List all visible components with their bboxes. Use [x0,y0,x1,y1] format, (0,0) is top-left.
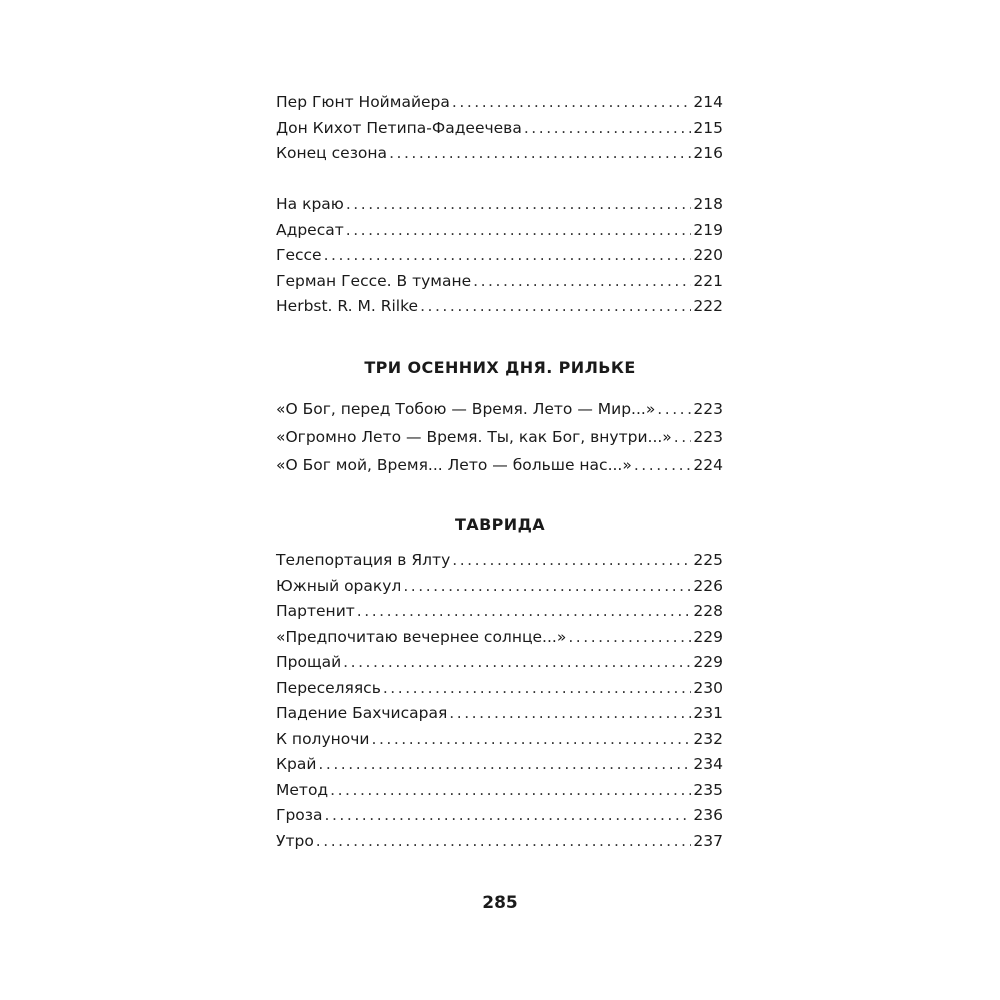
toc-entry-page: 235 [693,780,723,799]
toc-entry[interactable] [276,625,723,651]
toc-entry-title: Край [276,755,317,773]
toc-entry-page: 234 [693,755,723,773]
toc-entry-title: Адресат [276,220,344,239]
dot-leader [674,423,692,451]
toc-entry[interactable] [276,395,723,423]
toc-entry-title: Партенит [276,602,355,620]
toc-entry-title: Прощай [276,653,342,671]
dot-leader [324,243,692,269]
toc-entry-title: Herbst. R. M. Rilke [276,297,419,315]
toc-entry[interactable] [276,829,723,855]
dot-leader [568,625,691,651]
toc-entry-title: Гессе [276,246,322,264]
dot-leader [452,548,691,574]
toc-entry[interactable] [276,548,723,574]
dot-leader [420,294,691,320]
toc-entry-page: 223 [693,428,723,446]
toc-group-2 [276,192,723,320]
toc-entry-title: Метод [276,780,329,799]
section-title-rilke: ТРИ ОСЕННИХ ДНЯ. РИЛЬКЕ [364,358,636,377]
toc-entry[interactable] [276,574,723,600]
toc-entry-page: 229 [693,627,723,646]
toc-entry-title: Пер Гюнт Ноймайера [276,93,450,111]
toc-entry-page: 228 [693,602,723,620]
dot-leader [318,752,691,778]
toc-entry-title: «О Бог мой, Время... Лето — больше нас...» [276,456,632,474]
toc-entry-page: 222 [693,297,723,315]
toc-entry[interactable] [276,778,723,804]
toc-entry-page: 224 [693,456,723,474]
toc-entry-page: 232 [693,729,723,748]
toc-entry-page: 237 [693,831,723,850]
toc-entry[interactable] [276,90,723,116]
toc-entry-page: 230 [693,678,723,697]
toc-entry-page: 218 [693,195,723,213]
dot-leader [343,650,691,676]
page-number: 285 [482,893,518,913]
dot-leader [371,727,691,753]
toc-entry[interactable] [276,803,723,829]
toc-entry-title: Переселяясь [276,678,381,697]
dot-leader [346,218,692,244]
toc-entry[interactable] [276,243,723,269]
toc-entry-title: «Предпочитаю вечернее солнце...» [276,627,567,646]
dot-leader [316,829,692,855]
toc-entry-title: Конец сезона [276,144,388,162]
dot-leader [346,192,692,218]
toc-entry-page: 223 [693,400,723,418]
toc-entry[interactable] [276,650,723,676]
toc-entry[interactable] [276,218,723,244]
dot-leader [634,451,692,479]
section-title-tavrida: ТАВРИДА [454,515,546,534]
toc-group-tavrida [276,548,723,854]
toc-entry-title: Телепортация в Ялту [276,551,451,569]
toc-entry[interactable] [276,141,723,167]
dot-leader [403,574,691,600]
toc-entry-title: К полуночи [276,729,370,748]
dot-leader [452,90,692,116]
dot-leader [357,599,692,625]
dot-leader [325,803,692,829]
toc-entry-title: Герман Гессе. В тумане [276,271,472,290]
dot-leader [657,395,691,423]
toc-entry-page: 220 [693,246,723,264]
toc-entry[interactable] [276,727,723,753]
toc-entry[interactable] [276,752,723,778]
dot-leader [389,141,691,167]
toc-entry-title: На краю [276,195,344,213]
toc-entry-page: 221 [693,271,723,290]
toc-entry-title: Южный оракул [276,576,402,595]
toc-entry-page: 216 [693,144,723,162]
dot-leader [383,676,692,702]
toc-entry-page: 226 [693,576,723,595]
toc-entry[interactable] [276,269,723,295]
dot-leader [473,269,691,295]
toc-entry[interactable] [276,192,723,218]
toc-entry-page: 214 [693,93,723,111]
toc-entry-page: 219 [693,220,723,239]
toc-entry-title: Падение Бахчисарая [276,704,448,722]
toc-entry-title: «Огромно Лето — Время. Ты, как Бог, внутри...» [276,428,672,446]
toc-entry[interactable] [276,116,723,142]
toc-entry[interactable] [276,599,723,625]
toc-entry-page: 231 [693,704,723,722]
toc-group-rilke [276,395,723,479]
toc-group-1 [276,90,723,167]
toc-entry-title: Дон Кихот Петипа-Фадеечева [276,118,522,137]
toc-entry[interactable] [276,423,723,451]
toc-entry-title: «О Бог, перед Тобою — Время. Лето — Мир...» [276,400,656,418]
toc-entry[interactable] [276,451,723,479]
toc-entry[interactable] [276,294,723,320]
toc-entry-title: Гроза [276,806,323,824]
toc-entry[interactable] [276,676,723,702]
toc-entry-page: 236 [693,806,723,824]
toc-entry-title: Утро [276,831,314,850]
toc-entry[interactable] [276,701,723,727]
dot-leader [330,778,691,804]
toc-entry-page: 215 [693,118,723,137]
dot-leader [449,701,691,727]
toc-entry-page: 225 [693,551,723,569]
toc-entry-page: 229 [693,653,723,671]
dot-leader [524,116,692,142]
